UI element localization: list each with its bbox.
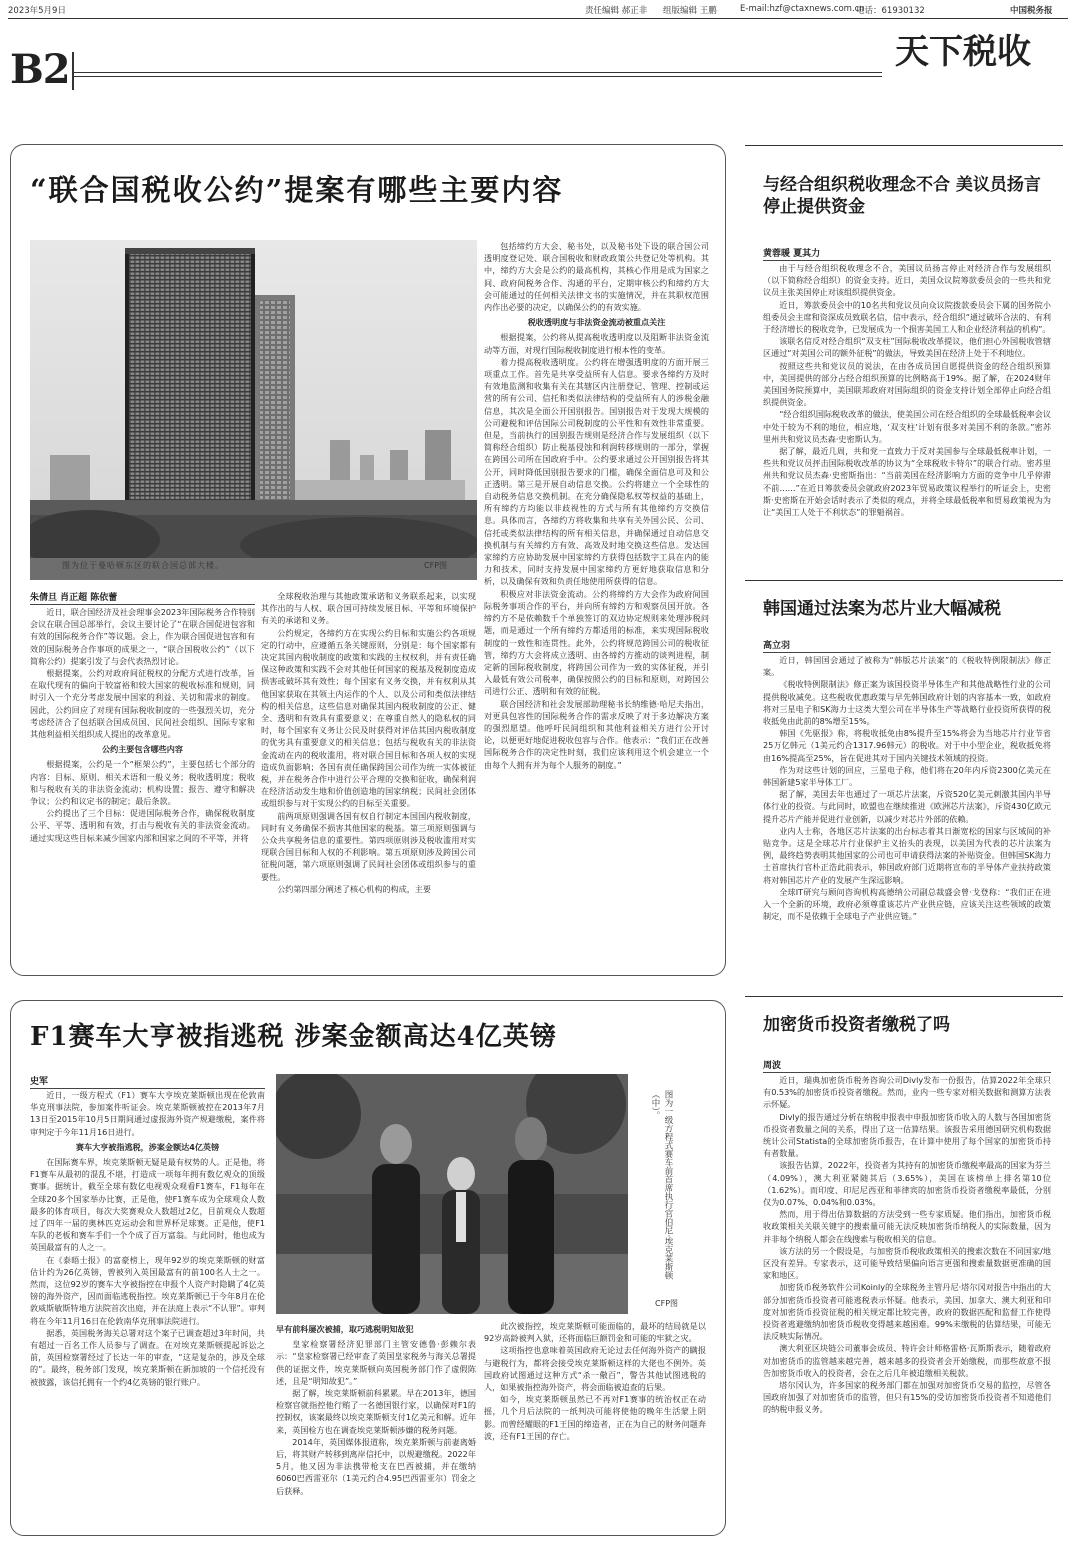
paragraph: 据了解，埃克莱斯顿前科累累。早在2013年，德国检察官就指控他行贿了一名德国银行家，以确保对F1的控制权，该案最终以埃克莱斯顿支付1亿美元和解。近年来，英国检方也在调查埃克莱斯顿涉嫌的税务问题。 <box>276 1388 476 1435</box>
section-title: 天下税收 <box>895 32 1031 72</box>
paragraph: 这项指控也意味着英国政府无论过去任何海外资产的瞒报与避税行为，都将会接受埃克莱斯顿这样的大佬也不例外。英国政府试图通过这种方式“杀一儆百”，警告其他试图逃税的人，如果被指控海外资产，将会面临被追查的后果。 <box>484 1345 706 1393</box>
article1-column-1 <box>30 606 255 966</box>
paragraph: 近日，韩国国会通过了被称为“韩版芯片法案”的《税收特例限制法》修正案。 <box>763 655 1051 678</box>
article1-column-2 <box>261 590 476 966</box>
article2-subhead-1: 赛车大亨被指逃税，涉案金额达4亿英镑 <box>75 1141 220 1152</box>
paragraph: 根据提案，公约是一个“框架公约”，主要包括七个部分的内容：目标、原则、相关术语和一般义务；税收透明度；税收和与税收有关的非法资金流动；机构设置；报告、遵守和解决争议；公约和议定书的制定；最后条款。 <box>30 759 255 807</box>
page-header-strip <box>0 0 1076 18</box>
page-number-divider <box>72 52 74 90</box>
ecclestone-image <box>276 1074 628 1314</box>
paragraph: 《税收特例限制法》修正案为该国投资半导体生产和其他战略性行业的公司提供税收减免。这些税收优惠政策与早先韩国政府计划的内容基本一致，如政府将对三星电子和SK海力士这类大型公司在半导体生产等战略行业投资所获得的税收抵免由此前的8%增至15%。 <box>763 679 1051 727</box>
right1-headline: 与经合组织税收理念不合 美议员扬言停止提供资金 <box>763 175 1041 217</box>
header-rule <box>8 18 1068 19</box>
right3-byline: 周波 <box>763 1058 1051 1073</box>
issue-date: 2023年5月9日 <box>8 6 66 16</box>
paragraph: 业内人士称，各地区芯片法案的出台标志着其日渐宽松的国家与区域间的补贴竞争。这是全球芯片行业保护主义抬头的表现，以美国为代表的芯片法案为例，最终趋势表明其他国家的公司也可申请获得法案的补贴资金。但韩国SK海力士首席执行官朴正浩此前表示，韩国政府部门近期将宣布的半导体产业扶持政策将对韩国芯片产业的发展产生深远影响。 <box>763 825 1051 885</box>
paragraph: 然而，用于得出估算数据的方法受到一些专家质疑。他们指出，加密货币税收政策相关关联关键字的搜索量可能无法反映加密货币纳税人的实际数量，因为并非每个纳税人都会在线搜索与税收相关的信息。 <box>763 1209 1051 1244</box>
right1-byline: 黄蓉暖 夏其力 <box>763 246 1051 261</box>
paragraph: 全球IT研究与顾问咨询机构高德纳公司副总裁盛会曾·戈登称：“我们正在进入一个全新的环境，政府必须尊重该芯片产业供应链，应该关注这些领域的政策制定，而不是依赖于全球电子产业供应链。” <box>763 886 1051 922</box>
section-rule-2 <box>72 76 882 77</box>
paper-name: 中国税务报 <box>1010 6 1053 16</box>
article1-headline: “联合国税收公约”提案有哪些主要内容 <box>30 173 564 207</box>
article1-subhead-2: 税收透明度与非法资金流动被重点关注 <box>527 317 666 328</box>
paragraph: 加密货币税务软件公司Koinly的全球税务主管丹尼·塔尔冈对报告中指出的大部分加密货币投资者可能逃税表示怀疑。他表示，美国、加拿大、澳大利亚和印度对加密货币投资征税的相关规定都比较完善，政府的数据匹配和监督工作使得投资者逃避缴纳加密货币税收变得越来越困难。99%未缴税的估算结果，可能无法反映实际情况。 <box>763 1282 1051 1342</box>
right-top-rule <box>745 145 1063 146</box>
article2-column-1 <box>30 1089 265 1529</box>
layout-credit: 组版编辑 王鹏 <box>663 6 717 16</box>
paragraph: 如今，埃克莱斯顿虽然已不再对F1赛事的统治权正在动摇，几个月后法院的一纸判决可能将使他的晚年生活蒙上阴影。而曾经耀眼的F1王国的缔造者，正在为自己的财务问题奔波，还有F1王国的存亡。 <box>484 1394 706 1441</box>
right2-body <box>763 654 1051 984</box>
article2-photo-caption: 图为一级方程式赛车前首席执行官伯尼·埃克莱斯顿（中）。 <box>650 1090 673 1280</box>
paragraph: Divly的报告通过分析在纳税申报表中申报加密货币收入的人数与各国加密货币投资者数量之间的关系，得出了这一估算结果。该报告采用德国研究机构数据统计公司Statista的全球加密货币报告，在计算中使用了每个国家的加密货币持有者数量。 <box>763 1111 1051 1159</box>
right-divider-1 <box>745 580 1063 581</box>
paragraph: 皇家检察署经济犯罪部门主管安德鲁·彭赖尔表示：“皇家检察署已经审查了英国皇家税务与海关总署提供的证据文件，埃克莱斯顿向英国税务部门作了虚假陈述，且是“明知故犯”。” <box>276 1339 476 1386</box>
paragraph: 近日，瑞典加密货币税务咨询公司Divly发布一份报告，估算2022年全球只有0.53%的加密货币投资者缴税。然而，业内一些专家对相关数据和测算方法表示怀疑。 <box>763 1075 1051 1110</box>
paragraph: 公约第四部分阐述了核心机构的构成，主要 <box>277 883 431 894</box>
paragraph: 包括缔约方大会、秘书处，以及秘书处下设的联合国公司透明度登记处、联合国税收和财政政策公共登记处等机构。其中，缔约方大会是公约的最高机构，其核心作用是成为国家之间、政府间税务合作、沟通的平台，定期审核公约和缔约方大会可能通过的任何相关法律文书的实施情况，并在其职权范围内作出必要的决定，以确保公约的有效实施。 <box>484 241 709 313</box>
paragraph: 积极应对非法资金流动。公约将缔约方大会作为政府间国际税务事项合作的平台，并向所有缔约方和观察员国开放。各缔约方不是依赖数千个单独签订的双边协定规则来处理涉税问题，而是通过一个所有缔约方都适用的标准，来实现国际税收制度的一致性和连贯性。此外，公约将规范跨国公司的税收征管，缔约方大会将成立透明、由各缔约方推动的谈判进程，制定新的国际税收制度，将跨国公司作为一致的实体征税，并引入最低有效公司税率，确保按照公约的目标和原则，对跨国公司进行公正、透明和有效的征税。 <box>484 588 709 697</box>
paragraph: 韩国《先驱报》称，将税收抵免由8%提升至15%将会为当地芯片行业节省25万亿韩元（1美元约合1317.96韩元）的税收。对于中小型企业，税收抵免将由16%提高至25%，旨在促进其对于国内关键技术领域的投资。 <box>763 728 1051 763</box>
article2-subhead-2: 早有前科屡次被捕，取巧逃税明知故犯 <box>276 1324 414 1334</box>
paragraph: 近日，一级方程式（F1）赛车大亨埃克莱斯顿出现在伦敦南华克刑事法院，参加案件听证会。埃克莱斯顿被控在2013年7月13日至2015年10月5日期间通过虚报海外资产规避缴税，案件将审判定于今年11月16日进行。 <box>30 1090 265 1137</box>
paragraph: 澳大利亚区块链公司董事会成员、特许会计师格雷格·瓦斯斯表示，随着政府对加密货币的监管越来越完善，越来越多的投资者会开始缴税，而那些故意不报告加密货币收入的投资者，会在之后几年被追缴相关税款。 <box>763 1343 1051 1378</box>
paragraph: 在国际赛车界，埃克莱斯顿无疑是最有权势的人。正是他，将F1赛车从最初的混乱不堪，打造成一项每年拥有数亿观众的顶级赛事。据统计，截至全球有数亿电视观众观看F1赛车，F1每年在全球20多个国家举办比赛，正是他，使F1赛车成为全球观众人数最多的体育项目，每次大奖赛观众人数超过2亿，目前观众人数超过了四年一届的奥林匹克运动会和世界杯足球赛。正是他，使F1车队的老板和赛车手们一个个成了百万富翁。与此同时，他也成为英国最富有的人之一。 <box>30 1157 265 1253</box>
paragraph: 公约规定，各缔约方在实现公约目标和实施公约各项规定的行动中，应遵循五条关键原则，分别是：每个国家都有决定其国内税收制度的政策和实践的主权权利，并有责任确保这种政策和实践不会对其他任何国家的税基及税制度造成损害或破坏其有效性；每个国家有义务交换，并有权利从其他国家获取在其领土内运作的个人、以及公司和类似法律结构的相关信息，这些信息对确保其国内税收制度的公正、健全、透明和有效具有重要意义；在尊重自然人的隐私权的同时，每个国家有义务让公民及时获得对评估其国内税收制度的优劣具有重要意义的相关信息；包括与税收有关的非法资金流动在内的税收滥用，将对联合国目标和各项人权的实现造成负面影响；各国有责任确保跨国公司作为统一实体被征税，并在税务合作中进行公平合理的交换和征收，确保利润在经济活动发生地和价值创造地的国家纳税；民间社会团体或组织参与对于实现公约的目标至关重要。 <box>261 627 476 809</box>
editor-credit: 责任编辑 郝正非 <box>585 6 648 16</box>
paragraph: 前两项原则强调各国有权自行制定本国国内税收制度，同时有义务确保不损害其他国家的税基。第三项原则强调与公众共享税务信息的重要性。第四项原则涉及税收滥用对实现联合国目标和人权的不利影响。第五项原则涉及跨国公司征税问题，第六项原则强调了民间社会团体或组织参与的重要性。 <box>261 810 476 882</box>
article1-photo-caption: 图为位于曼哈顿东区的联合国总部大楼。 <box>62 561 224 570</box>
contact-phone: 电话：61930132 <box>856 6 925 16</box>
article2-photo-credit: CFP图 <box>655 1299 679 1308</box>
right1-body <box>763 262 1051 574</box>
paragraph: 由于与经合组织税收理念不合，美国议员扬言停止对经济合作与发展组织（以下简称经合组织）的资金支持。近日，美国众议院筹款委员会的一些共和党议员主张美国停止对该组织提供资金。 <box>763 263 1051 298</box>
ecclestone-photo <box>276 1074 628 1314</box>
paragraph: 联合国经济和社会发展部助理秘书长纳维德·哈尼夫指出，对更具包容性的国际税务合作的需求反映了对于多边解决方案的强烈愿望。他呼吁民间组织和其他利益相关方进行公开讨论，以便更好地促进税收包容与合作。他表示：“我们正在改善国际税务合作的决定性时刻，我们应该利用这个机会建立一个由每个人拥有并为每个人服务的制度。” <box>484 698 709 770</box>
paragraph: 作为对这些计划的回应，三星电子称，他们将在20年内斥资2300亿美元在韩国新建5家半导体工厂。 <box>763 764 1051 788</box>
right3-headline: 加密货币投资者缴税了吗 <box>763 1015 950 1035</box>
paragraph: 2014年，英国媒体报道称，埃克莱斯顿与前妻离婚后，将其财产转移到离岸信托中，以规避缴税。2022年5月，他又因为非法携带枪支在巴西被捕，并在缴纳6060巴西雷亚尔（1美元约合4.95巴西雷亚尔）罚金之后获释。 <box>276 1436 476 1496</box>
un-headquarters-photo <box>30 240 477 580</box>
paragraph: 此次被指控，埃克莱斯顿可能面临的，最坏的结局就是以92岁高龄被判入狱，还将面临巨额罚金和可能的牢狱之灾。 <box>484 1321 706 1344</box>
paragraph: 近日，筹款委员会中的10名共和党议员向众议院拨款委员会下属的国务院小组委员会主席和资深成员致联名信，信中表示，经合组织“通过破坏合法的、有利于经济增长的税收竞争，已发展成为一个损害美国工人和企业经济利益的机构”。 <box>763 299 1051 335</box>
paragraph: “经合组织国际税收改革的做法，使美国公司在经合组织的全球最低税率会议中处于较为不利的地位，相应地，‘双支柱’计划有很多对美国不利的条款。”密苏里州共和党议员杰森·史密斯认为。 <box>763 409 1051 444</box>
right3-body <box>763 1074 1051 1536</box>
right2-byline: 高立羽 <box>763 638 1051 653</box>
paragraph: 据了解，最近几周，共和党一直致力于反对美国参与全球最低税率计划，一些共和党议员抨击国际税收改革的协议为“全球税收卡特尔”的联合行动。密苏里州共和党议员杰森·史密斯指出：“当前美国在经济影响力方面的竞争中几乎停滞不前……”在近日筹款委员会就政府2023年贸易政策议程举行的听证会上，史密斯·史密斯在开始会话时表示了类似的观点，并将全球最低税率和贸易政策视为为让“美国工人处于不利状态”的罪魁祸首。 <box>763 446 1051 518</box>
article2-column-3 <box>484 1320 706 1530</box>
paragraph: 该方法的另一个假设是，与加密货币税收政策相关的搜索次数在不同国家/地区没有差异。专家表示，这可能导致结果偏向语言更强和搜索量数据更准确的国家和地区。 <box>763 1245 1051 1281</box>
paragraph: 该报告估算，2022年，投资者为其持有的加密货币缴税率最高的国家为芬兰（4.09%），澳大利亚紧随其后（3.65%），美国在该榜单上排名第10位（1.62%）。而印度、印尼尼西亚和菲律宾的加密货币投资者缴税率最低，分别仅为0.07%、0.04%和0.03%。 <box>763 1160 1051 1208</box>
article1-byline: 朱倩旦 肖正超 陈依蕾 <box>30 590 255 605</box>
paragraph: 据悉，英国税务海关总署对这个案子已调查超过3年时间，共有超过一百名工作人员参与了调查。在对埃克莱斯顿提起诉讼之前，英国检察署经过了长达一年的审查，“这是复杂的，涉及全球的”。最终，税务部门发现，埃克莱斯顿在新加坡的一个信托没有被披露，该信托拥有一个约4亿英镑的银行账户。 <box>30 1327 265 1387</box>
right-divider-2 <box>745 996 1063 997</box>
article2-headline: F1赛车大亨被指逃税 涉案金额高达4亿英镑 <box>30 1022 557 1052</box>
paragraph: 按照这些共和党议员的说法，在由各成员国自愿提供资金的经合组织预算中，美国提供的部分占经合组织预算的比例略高于19%。据了解，在2024财年美国国务院预算中，美国联邦政府对国际组织的资金支持计划全部停止向经合组织提供资金。 <box>763 360 1051 408</box>
paragraph: 近日，联合国经济及社会理事会2023年国际税务合作特别会议在联合国总部举行，会议主要讨论了“在联合国促进包容和有效的国际税务合作”等议题。会上，作为联合国促进包容和有效的国际税务合作事项的成果之一，“联合国税收公约”（以下简称公约）提案引发了与会代表热烈讨论。 <box>30 607 255 666</box>
article1-subhead-1: 公约主要包含哪些内容 <box>102 744 183 755</box>
paragraph: 该联名信反对经合组织“双支柱”国际税收改革提议，他们担心外国税收管辖区通过“对美国公司的额外征税”的做法，导致美国在经济上处于不利地位。 <box>763 336 1051 359</box>
paragraph: 着力提高税收透明度。公约将在增强透明度的方面开展三项重点工作。首先是共享受益所有人信息。要求各缔约方及时有效地监测和收集有关在其辖区内注册登记、管理、控制或运营的所有公司、信托和类似法律结构的受益所有人的涉税金融信息，其次是全面公开国别报告。国别报告对于发现大规模的公司避税和评估国际公司税制度的公平性和有效性非常重要。但是，当前执行的国别报告规则是经济合作与发展组织（以下简称经合组织）防止税基侵蚀和利润转移规则的一部分，掌握在跨国公司所在国政府手中。公约要求通过公开国别报告将其公开，同时降低国别报告要求的门槛，确保全面信息可及和公正透明。第三是开展自动信息交换。公约将建立一个全球性的自动税务信息交换机制。在充分确保隐私权等权益的基础上，所有缔约方均能以非歧视性的方式与所有其他缔约方交换信息。具体而言，各缔约方将收集和共享有关外国公民、公司、信托或类似法律结构的所有相关信息，并确保通过自动信息交换机制与有关缔约方有效、高效及时地交换这些信息。发达国家缔约方应协助发展中国家缔约方获得包括数字工具在内的能力和技术，同时支持发展中国家缔约方更好地获取信息和分析，以及确保有效和负责任地使用所获得的信息。 <box>484 356 709 587</box>
paragraph: 公约提出了三个目标：促进国际税务合作，确保税收制度公平、平等、透明和有效，打击与税收有关的非法资金流动。通过实现这些目标来减少国家内部和国家之间的不平等，并将 <box>30 808 255 843</box>
right2-headline: 韩国通过法案为芯片业大幅减税 <box>763 599 1001 619</box>
paragraph: 根据提案，公约对政府间征税权的分配方式进行改革，旨在取代现有的偏向于较富裕和较大国家的税收标准和规则，同时引入一个充分考虑发展中国家的利益、关切和需求的制度。因此，公约回应了对现有国际税收制度的一些强烈关切，充分考虑经济合了包括联合国成员国、民间社会组织、国际专家和其他利益相关组织成人提出的改革意见。 <box>30 668 255 740</box>
page-number: B2 <box>10 46 70 93</box>
article2-column-2 <box>276 1320 476 1530</box>
paragraph: 在《泰晤士报》的富豪榜上，现年92岁的埃克莱斯顿的财富估计约为26亿英镑，曾被列入英国最富有的前100名人士之一。然而，这位92岁的赛车大亨被指控在申报个人资产时隐瞒了4亿英镑的海外资产，因而面临逃税指控。埃克莱斯顿已于今年8月在伦敦威斯敏斯特地方法院首次出庭，并在法庭上表示“不认罪”。审判将在今年11月16日在伦敦南华克刑事法院进行。 <box>30 1254 265 1326</box>
paragraph: 全球税收治理与其他政策承诺和义务联系起来，以实现其作出的与人权、联合国可持续发展目标、平等和环境保护有关的承诺和义务。 <box>261 591 476 626</box>
paragraph: 据了解，美国去年也通过了一项芯片法案，斥资520亿美元刺激其国内半导体行业的投资。与此同时，欧盟也在继续推进《欧洲芯片法案》，斥资430亿欧元提升芯片产能并促进行业创新，以减少对芯片外部的依赖。 <box>763 789 1051 824</box>
section-rule-1 <box>72 72 882 73</box>
article1-column-3 <box>484 240 709 966</box>
paragraph: 根据提案，公约将从提高税收透明度以及阻断非法资金流动等方面，对现行国际税收制度进行根本性的变革。 <box>484 332 709 355</box>
paragraph: 塔尔冈认为，许多国家的税务部门都在加强对加密货币交易的监控，尽管各国政府加强了对加密货币的监管，但只有15%的受访加密货币投资者不知道他们的纳税申报义务。 <box>763 1380 1051 1415</box>
article1-photo-credit: CFP图 <box>424 561 448 570</box>
article2-byline: 史军 <box>30 1074 265 1089</box>
contact-email: E-mail:hzf@ctaxnews.com.cn <box>740 4 865 14</box>
un-headquarters-image <box>30 240 477 580</box>
